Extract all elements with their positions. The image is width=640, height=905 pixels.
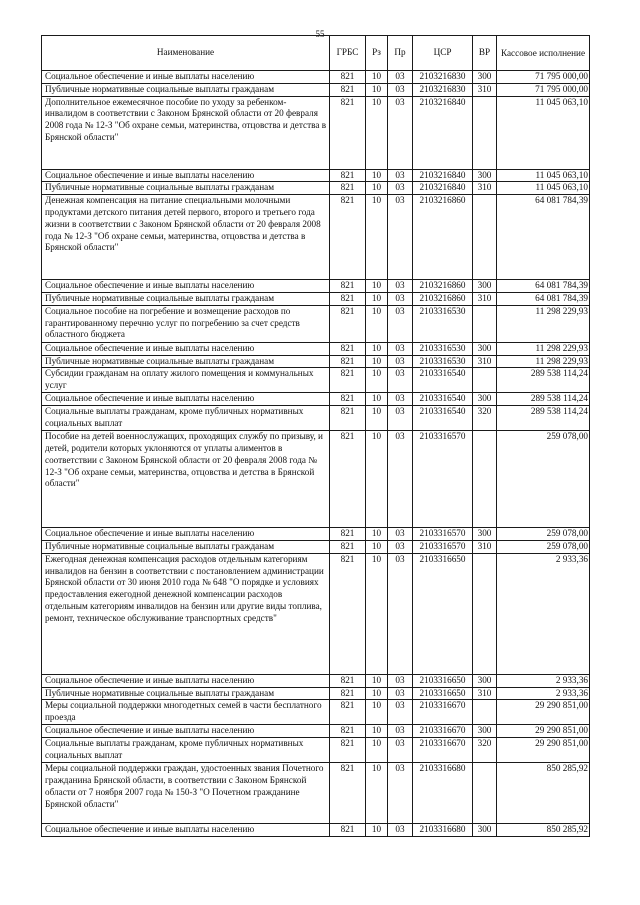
row-name: Социальное обеспечение и иные выплаты населению: [42, 393, 330, 406]
row-csr: 2103216840: [413, 169, 473, 182]
row-pr: 03: [388, 700, 413, 725]
row-vr: 310: [473, 182, 497, 195]
row-grbs: 821: [330, 169, 366, 182]
table-row: [42, 687, 590, 700]
row-vr: 310: [473, 292, 497, 305]
row-sum: 259 078,00: [497, 540, 590, 553]
table-row: [42, 700, 590, 725]
row-vr: 300: [473, 393, 497, 406]
row-csr: 2103316540: [413, 406, 473, 431]
table-row: [42, 406, 590, 431]
row-rz: 10: [366, 406, 388, 431]
row-rz: 10: [366, 305, 388, 342]
row-name: Денежная компенсация на питание специальными молочными продуктами детского питания детей первого, второго и третьего года жизни в соответствии с Законом Брянской области от 20 февраля 2008 года № 12-З "Об охране семьи, материнства, отцовства и детства в Брянской области": [42, 195, 330, 280]
row-name: Социальное обеспечение и иные выплаты населению: [42, 528, 330, 541]
row-vr: 310: [473, 83, 497, 96]
row-rz: 10: [366, 738, 388, 763]
row-name: Социальное обеспечение и иные выплаты населению: [42, 824, 330, 837]
row-pr: 03: [388, 292, 413, 305]
row-name: Меры социальной поддержки граждан, удостоенных звания Почетного гражданина Брянской области, в соответствии с Законом Брянской области от 7 ноября 2007 года № 150-З "О Почетном гражданине Брянской области": [42, 763, 330, 824]
row-pr: 03: [388, 71, 413, 84]
row-rz: 10: [366, 182, 388, 195]
row-name: Публичные нормативные социальные выплаты гражданам: [42, 83, 330, 96]
row-sum: 11 298 229,93: [497, 355, 590, 368]
row-grbs: 821: [330, 368, 366, 393]
row-csr: 2103316540: [413, 368, 473, 393]
row-pr: 03: [388, 355, 413, 368]
row-pr: 03: [388, 342, 413, 355]
row-sum: 29 290 851,00: [497, 738, 590, 763]
row-grbs: 821: [330, 280, 366, 293]
row-pr: 03: [388, 763, 413, 824]
row-grbs: 821: [330, 96, 366, 169]
row-name: Социальное обеспечение и иные выплаты населению: [42, 342, 330, 355]
row-pr: 03: [388, 431, 413, 528]
row-pr: 03: [388, 738, 413, 763]
row-pr: 03: [388, 393, 413, 406]
table-row: [42, 342, 590, 355]
row-sum: 11 045 063,10: [497, 96, 590, 169]
row-name: Дополнительное ежемесячное пособие по уходу за ребенком-инвалидом в соответствии с Законом Брянской области от 20 февраля 2008 года № 12-З "Об охране семьи, материнства, отцовства и детства в Брянской области": [42, 96, 330, 169]
header-name: Наименование: [42, 36, 330, 71]
row-sum: 64 081 784,39: [497, 195, 590, 280]
row-rz: 10: [366, 553, 388, 674]
row-csr: 2103316570: [413, 528, 473, 541]
row-pr: 03: [388, 725, 413, 738]
row-rz: 10: [366, 280, 388, 293]
row-csr: 2103316670: [413, 725, 473, 738]
table-row: [42, 96, 590, 169]
row-pr: 03: [388, 553, 413, 674]
row-rz: 10: [366, 83, 388, 96]
table-row: [42, 305, 590, 342]
table-row: [42, 393, 590, 406]
row-vr: 310: [473, 355, 497, 368]
table-row: [42, 182, 590, 195]
row-vr: [473, 96, 497, 169]
row-pr: 03: [388, 305, 413, 342]
row-rz: 10: [366, 540, 388, 553]
row-rz: 10: [366, 342, 388, 355]
row-rz: 10: [366, 393, 388, 406]
row-name: Публичные нормативные социальные выплаты гражданам: [42, 540, 330, 553]
table-row: [42, 528, 590, 541]
row-rz: 10: [366, 824, 388, 837]
row-grbs: 821: [330, 431, 366, 528]
row-rz: 10: [366, 674, 388, 687]
table-header-row: [42, 36, 590, 71]
row-vr: [473, 763, 497, 824]
row-rz: 10: [366, 195, 388, 280]
header-vr: ВР: [473, 36, 497, 71]
row-grbs: 821: [330, 292, 366, 305]
row-csr: 2103216840: [413, 182, 473, 195]
row-sum: 2 933,36: [497, 674, 590, 687]
row-pr: 03: [388, 96, 413, 169]
table-row: [42, 280, 590, 293]
row-rz: 10: [366, 292, 388, 305]
header-pr: Пр: [388, 36, 413, 71]
row-grbs: 821: [330, 540, 366, 553]
row-grbs: 821: [330, 700, 366, 725]
row-rz: 10: [366, 725, 388, 738]
row-rz: 10: [366, 528, 388, 541]
row-pr: 03: [388, 83, 413, 96]
row-rz: 10: [366, 71, 388, 84]
row-grbs: 821: [330, 406, 366, 431]
row-csr: 2103216830: [413, 83, 473, 96]
row-sum: 2 933,36: [497, 687, 590, 700]
row-pr: 03: [388, 280, 413, 293]
row-pr: 03: [388, 824, 413, 837]
row-sum: 11 045 063,10: [497, 169, 590, 182]
row-grbs: 821: [330, 355, 366, 368]
row-pr: 03: [388, 687, 413, 700]
row-csr: 2103316670: [413, 700, 473, 725]
row-vr: 300: [473, 725, 497, 738]
row-name: Социальное пособие на погребение и возмещение расходов по гарантированному перечню услуг по погребению за счет средств областного бюджета: [42, 305, 330, 342]
row-rz: 10: [366, 763, 388, 824]
row-rz: 10: [366, 687, 388, 700]
row-vr: 300: [473, 824, 497, 837]
table-row: [42, 674, 590, 687]
row-grbs: 821: [330, 763, 366, 824]
row-vr: 300: [473, 71, 497, 84]
row-grbs: 821: [330, 674, 366, 687]
row-vr: 310: [473, 540, 497, 553]
header-rz: Рз: [366, 36, 388, 71]
row-csr: 2103316650: [413, 687, 473, 700]
row-sum: 64 081 784,39: [497, 280, 590, 293]
row-pr: 03: [388, 406, 413, 431]
budget-execution-table: [41, 35, 590, 837]
table-row: [42, 725, 590, 738]
table-row: [42, 431, 590, 528]
row-sum: 64 081 784,39: [497, 292, 590, 305]
row-vr: 300: [473, 528, 497, 541]
row-sum: 2 933,36: [497, 553, 590, 674]
row-vr: 300: [473, 674, 497, 687]
table-row: [42, 195, 590, 280]
row-csr: 2103316650: [413, 553, 473, 674]
row-csr: 2103316530: [413, 342, 473, 355]
row-name: Ежегодная денежная компенсация расходов отдельным категориям инвалидов на бензин в соответствии с постановлением администрации Брянской области от 30 июня 2010 года № 648 "О порядке и условиях предоставления ежегодной денежной компенсации расходов отдельным категориям инвалидов на бензин или другие виды топлива, ремонт, техническое обслуживание транспортных средств": [42, 553, 330, 674]
table-row: [42, 553, 590, 674]
row-grbs: 821: [330, 305, 366, 342]
row-name: Меры социальной поддержки многодетных семей в части бесплатного проезда: [42, 700, 330, 725]
row-sum: 289 538 114,24: [497, 368, 590, 393]
row-vr: 320: [473, 406, 497, 431]
row-vr: [473, 700, 497, 725]
row-name: Социальные выплаты гражданам, кроме публичных нормативных социальных выплат: [42, 738, 330, 763]
row-vr: [473, 305, 497, 342]
table-row: [42, 71, 590, 84]
row-csr: 2103216860: [413, 292, 473, 305]
row-grbs: 821: [330, 195, 366, 280]
row-vr: [473, 195, 497, 280]
row-csr: 2103216860: [413, 280, 473, 293]
table-row: [42, 292, 590, 305]
row-vr: [473, 368, 497, 393]
table-row: [42, 169, 590, 182]
row-vr: 300: [473, 342, 497, 355]
row-pr: 03: [388, 169, 413, 182]
table-row: [42, 368, 590, 393]
header-grbs: ГРБС: [330, 36, 366, 71]
row-sum: 850 285,92: [497, 763, 590, 824]
row-csr: 2103316650: [413, 674, 473, 687]
row-sum: 259 078,00: [497, 431, 590, 528]
row-pr: 03: [388, 540, 413, 553]
row-grbs: 821: [330, 553, 366, 674]
table-row: [42, 83, 590, 96]
row-grbs: 821: [330, 725, 366, 738]
row-vr: [473, 431, 497, 528]
row-name: Социальное обеспечение и иные выплаты населению: [42, 674, 330, 687]
row-csr: 2103316530: [413, 355, 473, 368]
row-name: Публичные нормативные социальные выплаты гражданам: [42, 292, 330, 305]
row-sum: 71 795 000,00: [497, 71, 590, 84]
row-grbs: 821: [330, 738, 366, 763]
row-vr: [473, 553, 497, 674]
header-csr: ЦСР: [413, 36, 473, 71]
row-name: Публичные нормативные социальные выплаты гражданам: [42, 182, 330, 195]
row-pr: 03: [388, 368, 413, 393]
table-row: [42, 540, 590, 553]
row-vr: 300: [473, 169, 497, 182]
page-number: 55: [315, 29, 325, 39]
table-row: [42, 738, 590, 763]
row-pr: 03: [388, 674, 413, 687]
row-name: Субсидии гражданам на оплату жилого помещения и коммунальных услуг: [42, 368, 330, 393]
row-sum: 289 538 114,24: [497, 393, 590, 406]
row-name: Социальное обеспечение и иные выплаты населению: [42, 169, 330, 182]
row-vr: 300: [473, 280, 497, 293]
table-row: [42, 355, 590, 368]
row-name: Социальное обеспечение и иные выплаты населению: [42, 280, 330, 293]
row-csr: 2103216830: [413, 71, 473, 84]
row-csr: 2103316680: [413, 824, 473, 837]
row-name: Социальное обеспечение и иные выплаты населению: [42, 71, 330, 84]
row-csr: 2103316670: [413, 738, 473, 763]
row-rz: 10: [366, 169, 388, 182]
row-sum: 850 285,92: [497, 824, 590, 837]
row-pr: 03: [388, 195, 413, 280]
row-rz: 10: [366, 700, 388, 725]
row-sum: 11 298 229,93: [497, 342, 590, 355]
row-csr: 2103216840: [413, 96, 473, 169]
row-csr: 2103216860: [413, 195, 473, 280]
row-vr: 310: [473, 687, 497, 700]
row-pr: 03: [388, 528, 413, 541]
row-rz: 10: [366, 355, 388, 368]
table-row: [42, 824, 590, 837]
row-name: Публичные нормативные социальные выплаты гражданам: [42, 687, 330, 700]
row-grbs: 821: [330, 342, 366, 355]
row-sum: 29 290 851,00: [497, 725, 590, 738]
row-sum: 259 078,00: [497, 528, 590, 541]
row-csr: 2103316570: [413, 431, 473, 528]
row-grbs: 821: [330, 687, 366, 700]
row-sum: 29 290 851,00: [497, 700, 590, 725]
row-csr: 2103316570: [413, 540, 473, 553]
row-name: Публичные нормативные социальные выплаты гражданам: [42, 355, 330, 368]
row-grbs: 821: [330, 393, 366, 406]
row-rz: 10: [366, 431, 388, 528]
row-rz: 10: [366, 368, 388, 393]
row-grbs: 821: [330, 824, 366, 837]
row-csr: 2103316530: [413, 305, 473, 342]
header-cash-execution: Кассовое исполнение: [497, 36, 590, 71]
row-sum: 71 795 000,00: [497, 83, 590, 96]
table-row: [42, 763, 590, 824]
row-name: Социальное обеспечение и иные выплаты населению: [42, 725, 330, 738]
row-vr: 320: [473, 738, 497, 763]
row-pr: 03: [388, 182, 413, 195]
row-name: Пособие на детей военнослужащих, проходящих службу по призыву, и детей, родители которых уклоняются от уплаты алиментов в соответствии с Законом Брянской области от 20 февраля 2008 года № 12-З "Об охране семьи, материнства, отцовства и детства в Брянской области": [42, 431, 330, 528]
row-grbs: 821: [330, 528, 366, 541]
row-grbs: 821: [330, 182, 366, 195]
row-sum: 11 045 063,10: [497, 182, 590, 195]
row-csr: 2103316540: [413, 393, 473, 406]
row-csr: 2103316680: [413, 763, 473, 824]
row-sum: 289 538 114,24: [497, 406, 590, 431]
row-name: Социальные выплаты гражданам, кроме публичных нормативных социальных выплат: [42, 406, 330, 431]
row-rz: 10: [366, 96, 388, 169]
row-sum: 11 298 229,93: [497, 305, 590, 342]
row-grbs: 821: [330, 71, 366, 84]
row-grbs: 821: [330, 83, 366, 96]
